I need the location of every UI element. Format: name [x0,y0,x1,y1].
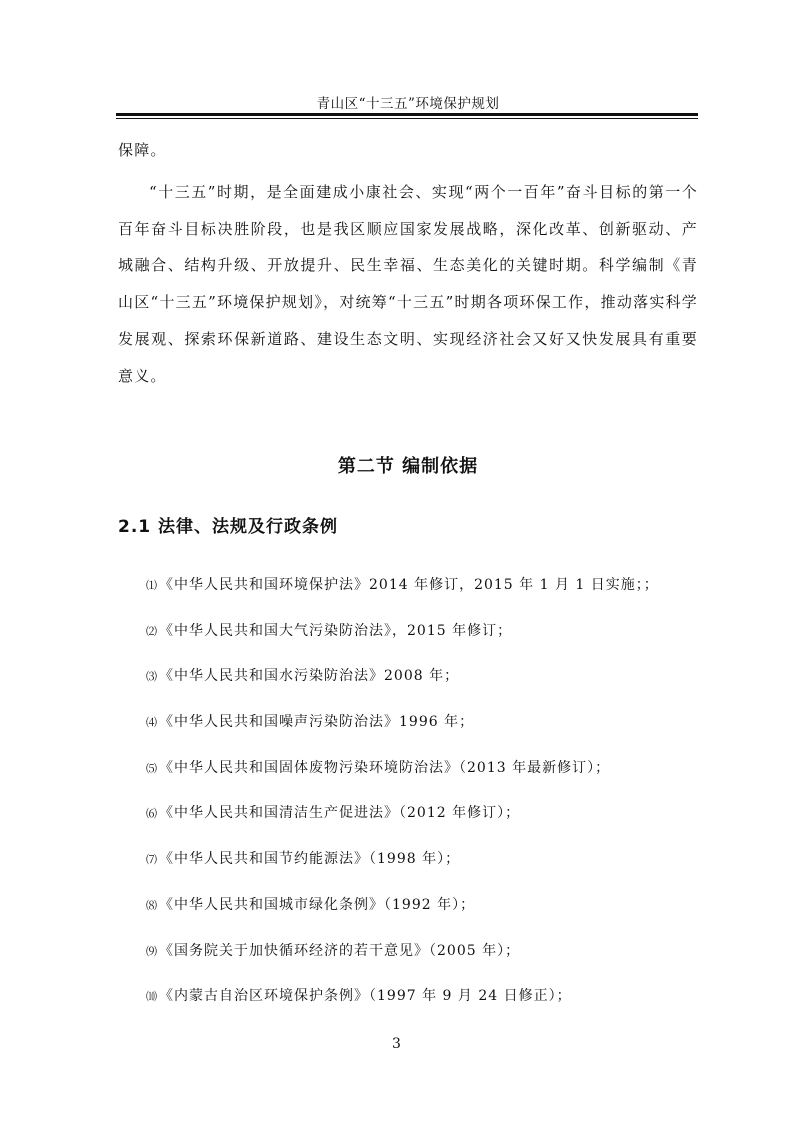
law-item [146,981,706,1027]
law-item-number: ⑶ [146,670,158,684]
law-item [146,753,706,799]
law-item-number: ⑽ [146,990,158,1004]
law-list [146,570,706,1027]
law-item-number: ⑵ [146,624,158,638]
continuation-text: 保障。 [118,141,167,159]
subsection-heading: 2.1 法律、法规及行政条例 [118,517,339,537]
law-item-text: 《中华人民共和国固体废物污染环境防治法》（2013 年最新修订）； [159,759,611,776]
header-rule-thick [116,113,698,116]
law-item [146,936,706,982]
law-item-number: ⑻ [146,898,158,912]
law-item-text: 《中华人民共和国节约能源法》（1998 年）； [159,851,461,868]
intro-paragraph: “十三五”时期，是全面建成小康社会、实现“两个一百年”奋斗目标的第一个百年奋斗目标决胜阶段，也是我区顺应国家发展战略，深化改革、创新驱动、产城融合、结构升级、开放提升、民生幸福、生态美化的关键时期。科学编制《青山区“十三五”环境保护规划》，对统筹“十三五”时期各项环保工作，推动落实科学发展观、探索环保新道路、建设生态文明、实现经济社会又好又快发展具有重要意义。 [118,183,698,385]
law-item-text: 《国务院关于加快循环经济的若干意见》（2005 年）； [159,942,521,959]
header-rule-thin [116,118,698,119]
law-item-number: ⑷ [146,716,158,730]
law-item-text: 《中华人民共和国城市绿化条例》（1992 年）； [159,896,476,913]
law-item-number: ⑼ [146,944,158,958]
law-item-number: ⑴ [146,579,158,592]
law-item [146,844,706,890]
page-number: 3 [392,1036,401,1052]
law-item-text: 《内蒙古自治区环境保护条例》（1997 年 9 月 24 日修正）； [159,988,572,1005]
law-item-text: 《中华人民共和国环境保护法》2014 年修订，2015 年 1 月 1 日实施；； [159,577,659,593]
law-item [146,616,706,662]
law-item-text: 《中华人民共和国水污染防治法》2008 年； [159,668,460,685]
section-heading: 第二节 编制依据 [337,456,479,477]
law-item-number: ⑹ [146,807,158,821]
law-item-number: ⑺ [146,853,158,867]
law-item-text: 《中华人民共和国噪声污染防治法》1996 年； [159,714,475,731]
law-item-text: 《中华人民共和国大气污染防治法》，2015 年修订； [159,622,513,639]
law-item [146,570,706,616]
law-item-text: 《中华人民共和国清洁生产促进法》（2012 年修订）； [159,805,521,822]
law-item [146,798,706,844]
law-item-number: ⑸ [146,761,158,775]
running-header: 青山区“十三五”环境保护规划 [316,96,500,112]
law-item [146,890,706,936]
law-item [146,707,706,753]
law-item [146,661,706,707]
